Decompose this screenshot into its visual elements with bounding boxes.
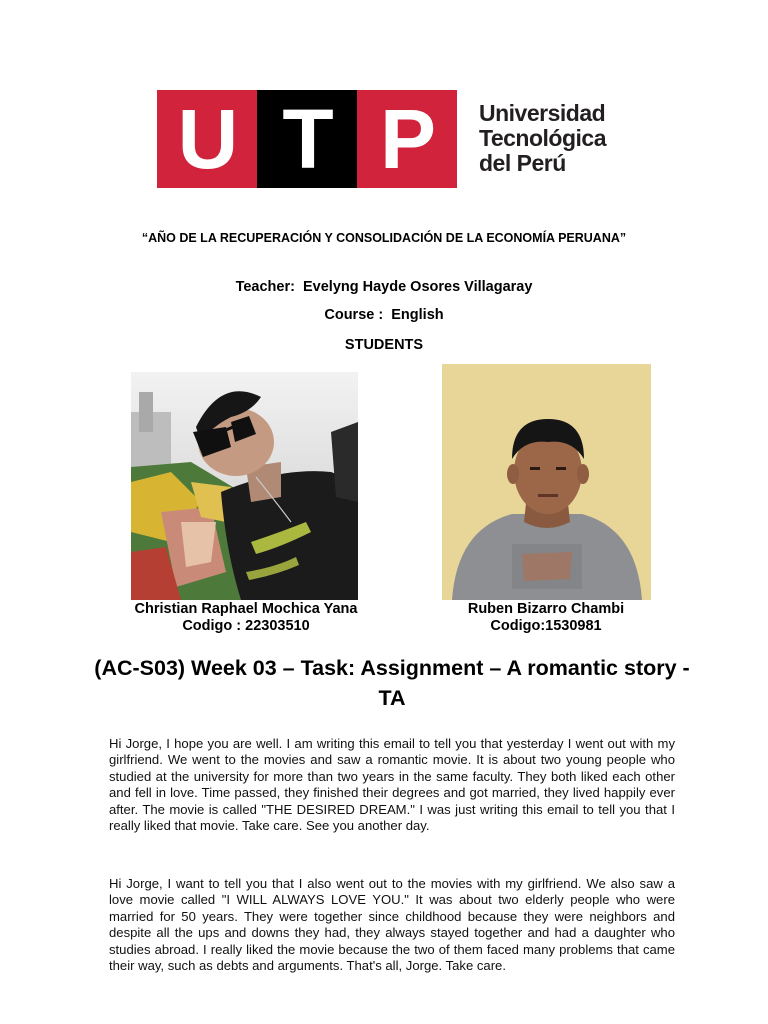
student-name-1: Christian Raphael Mochica Yana — [134, 601, 358, 617]
student-code-2: Codigo:1530981 — [490, 618, 602, 634]
portrait-illustration — [442, 364, 651, 600]
students-heading: STUDENTS — [344, 337, 424, 353]
course-label: Course : — [324, 307, 384, 323]
course-line — [0, 307, 768, 323]
year-motto: “AÑO DE LA RECUPERACIÓN Y CONSOLIDACIÓN DE LA ECONOMÍA PERUANA” — [141, 231, 627, 245]
student-code-1: Codigo : 22303510 — [182, 618, 310, 634]
teacher-line — [0, 279, 768, 295]
assignment-title: (AC-S03) Week 03 – Task: Assignment – A romantic story - TA — [94, 656, 690, 710]
student-photo-christian — [131, 372, 358, 600]
course-name: English — [391, 307, 444, 323]
utp-logo — [157, 90, 457, 188]
university-name-line-2: Tecnológica — [479, 125, 606, 151]
email-paragraph-2: Hi Jorge, I want to tell you that I also went out to the movies with my girlfriend. We also saw a love movie called "I WILL ALWAYS LOVE YOU." It was about two elderly people who were married for 50 years. They were together since childhood because they were neighbors and despite all the ups and downs they had, they always stayed together and had a daughter who studies abroad. I really liked the movie because the two of them faced many problems that came their way, such as debts and arguments. That's all, Jorge. Take care. — [109, 876, 675, 974]
teacher-label: Teacher: — [235, 279, 295, 295]
university-name-line-3: del Perú — [479, 150, 566, 176]
logo-letter-p: P — [357, 90, 457, 188]
teacher-name: Evelyng Hayde Osores Villagaray — [303, 279, 533, 295]
logo-letter-u: U — [157, 90, 257, 188]
university-name — [479, 101, 606, 176]
email-paragraph-1: Hi Jorge, I hope you are well. I am writing this email to tell you that yesterday I went out with my girlfriend. We went to the movies and saw a romantic movie. It is about two young people who studied at the university for more than two years in the same faculty. They both liked each other and fell in love. Time passed, they finished their degrees and got married, they lived happily ever after. The movie is called "THE DESIRED DREAM." I was just writing this email to tell you that I really liked that movie. Take care. See you another day. — [109, 736, 675, 834]
selfie-illustration — [131, 372, 358, 600]
student-photo-ruben — [442, 364, 651, 600]
university-name-line-1: Universidad — [479, 100, 606, 126]
student-name-2: Ruben Bizarro Chambi — [467, 601, 625, 617]
logo-letter-t: T — [257, 90, 357, 188]
